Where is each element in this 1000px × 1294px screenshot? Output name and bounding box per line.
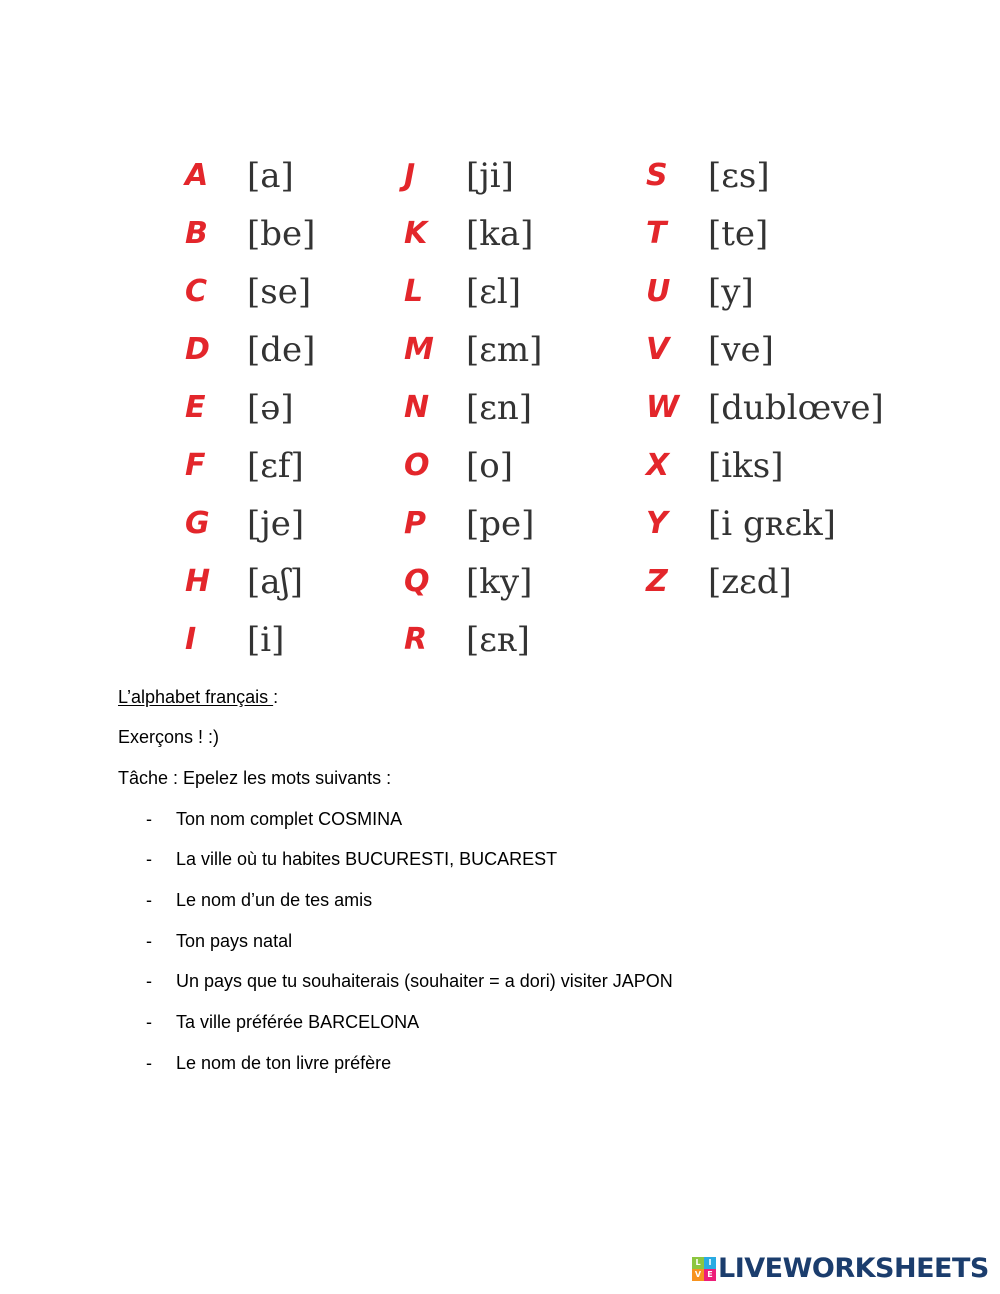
- alphabet-letter: O: [404, 448, 430, 483]
- alphabet-phonetic: [te]: [708, 214, 769, 254]
- alphabet-phonetic: [ə]: [247, 388, 294, 428]
- alphabet-phonetic: [de]: [247, 330, 316, 370]
- list-item-text: Ton nom complet COSMINA: [176, 809, 403, 829]
- list-item: [146, 970, 673, 992]
- list-dash: -: [146, 931, 152, 951]
- alphabet-letter: V: [646, 332, 670, 367]
- alphabet-letter: A: [185, 158, 209, 193]
- list-item-text: Ton pays natal: [176, 931, 293, 951]
- alphabet-phonetic: [y]: [708, 272, 754, 312]
- alphabet-letter: Z: [646, 564, 668, 599]
- heading-colon: :: [273, 687, 279, 707]
- exercise-intro: Exerçons ! :): [118, 727, 220, 747]
- alphabet-letter: M: [404, 332, 434, 367]
- alphabet-letter: C: [185, 274, 208, 309]
- task-instruction: Tâche : Epelez les mots suivants :: [118, 768, 392, 788]
- list-item-text: Le nom d’un de tes amis: [176, 890, 373, 910]
- alphabet-phonetic: [i]: [247, 620, 285, 660]
- alphabet-phonetic: [dublœve]: [708, 388, 884, 428]
- list-dash: -: [146, 1012, 152, 1032]
- brand-name: LIVEWORKSHEETS: [718, 1253, 989, 1284]
- alphabet-phonetic: [ka]: [466, 214, 534, 254]
- list-item: [146, 1011, 419, 1033]
- list-item-text: Le nom de ton livre préfère: [176, 1053, 392, 1073]
- liveworksheets-brand[interactable]: [692, 1252, 989, 1286]
- alphabet-letter: J: [404, 158, 416, 193]
- alphabet-phonetic: [be]: [247, 214, 316, 254]
- logo-square: I: [704, 1257, 716, 1269]
- list-item-text: Un pays que tu souhaiterais (souhaiter = a dori) visiter JAPON: [176, 971, 673, 991]
- alphabet-letter: N: [404, 390, 430, 425]
- list-item: [146, 808, 402, 830]
- heading-title: L’alphabet français: [118, 687, 274, 707]
- alphabet-letter: T: [646, 216, 667, 251]
- alphabet-letter: G: [185, 506, 210, 541]
- alphabet-letter: B: [185, 216, 208, 251]
- alphabet-phonetic: [o]: [466, 446, 513, 486]
- alphabet-letter: X: [646, 448, 670, 483]
- alphabet-phonetic: [ɛl]: [466, 272, 522, 312]
- list-dash: -: [146, 1053, 152, 1073]
- list-item: [146, 1052, 391, 1074]
- alphabet-phonetic: [aʃ]: [247, 562, 304, 602]
- alphabet-phonetic: [ji]: [466, 156, 514, 196]
- alphabet-letter: W: [646, 390, 680, 425]
- alphabet-letter: K: [404, 216, 428, 251]
- alphabet-letter: U: [646, 274, 671, 309]
- alphabet-phonetic: [ɛʀ]: [466, 620, 530, 660]
- list-dash: -: [146, 809, 152, 829]
- logo-square: L: [692, 1257, 704, 1269]
- alphabet-phonetic: [ky]: [466, 562, 533, 602]
- alphabet-letter: Y: [646, 506, 668, 541]
- list-item: [146, 889, 372, 911]
- alphabet-phonetic: [ɛs]: [708, 156, 770, 196]
- alphabet-letter: Q: [404, 564, 430, 599]
- list-item-text: La ville où tu habites BUCURESTI, BUCAREST: [176, 849, 558, 869]
- alphabet-letter: H: [185, 564, 211, 599]
- alphabet-phonetic: [ɛn]: [466, 388, 533, 428]
- logo-square: V: [692, 1269, 704, 1281]
- list-dash: -: [146, 971, 152, 991]
- alphabet-phonetic: [ve]: [708, 330, 774, 370]
- logo-square: E: [704, 1269, 716, 1281]
- list-item: [146, 848, 557, 870]
- alphabet-phonetic: [pe]: [466, 504, 535, 544]
- alphabet-letter: D: [185, 332, 210, 367]
- alphabet-phonetic: [je]: [247, 504, 305, 544]
- list-item-text: Ta ville préférée BARCELONA: [176, 1012, 420, 1032]
- alphabet-letter: E: [185, 390, 206, 425]
- alphabet-letter: F: [185, 448, 206, 483]
- alphabet-letter: P: [404, 506, 426, 541]
- alphabet-letter: S: [646, 158, 668, 193]
- alphabet-letter: I: [185, 622, 197, 657]
- alphabet-phonetic: [ɛm]: [466, 330, 543, 370]
- alphabet-phonetic: [zɛd]: [708, 562, 792, 602]
- alphabet-phonetic: [ɛf]: [247, 446, 304, 486]
- alphabet-phonetic: [se]: [247, 272, 312, 312]
- alphabet-letter: R: [404, 622, 428, 657]
- list-dash: -: [146, 849, 152, 869]
- list-item: [146, 930, 292, 952]
- list-dash: -: [146, 890, 152, 910]
- alphabet-phonetic: [a]: [247, 156, 294, 196]
- alphabet-phonetic: [iks]: [708, 446, 784, 486]
- alphabet-letter: L: [404, 274, 424, 309]
- liveworksheets-logo-icon: [692, 1257, 716, 1281]
- alphabet-phonetic: [i gʀɛk]: [708, 504, 836, 544]
